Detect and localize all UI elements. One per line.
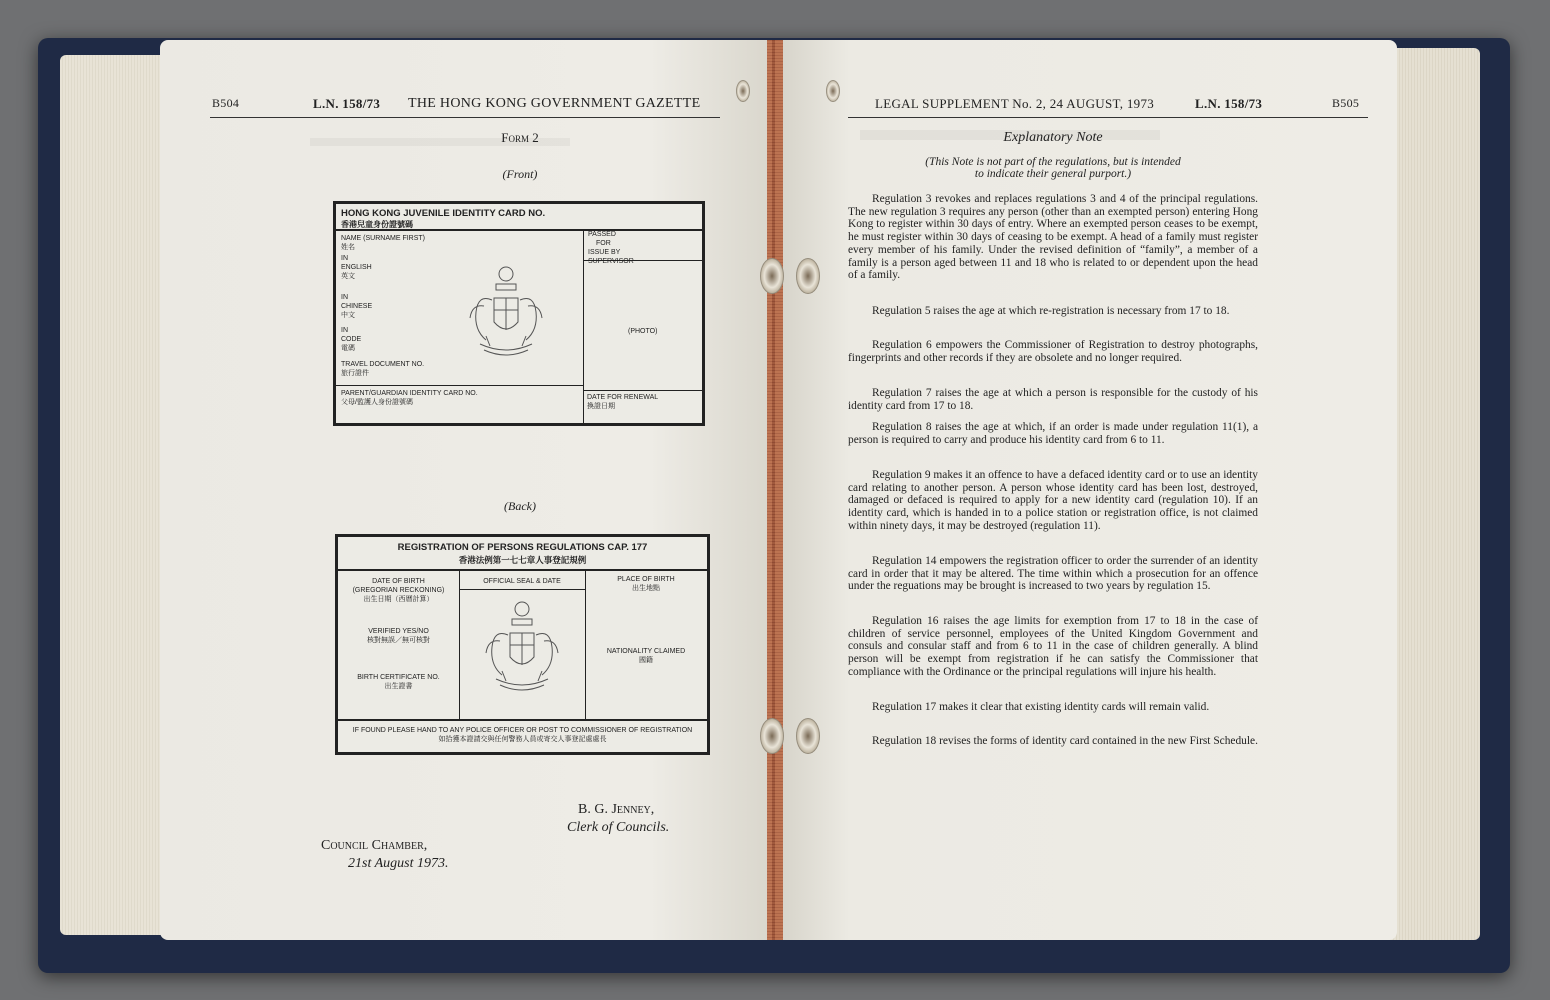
birth-cert-label: BIRTH CERTIFICATE NO. 出生證書	[357, 674, 440, 690]
travel-doc-label: TRAVEL DOCUMENT NO. 旅行證件	[341, 361, 425, 377]
parent-id-label: PARENT/GUARDIAN IDENTITY CARD NO. 父母/監護人身份證號碼	[341, 390, 478, 406]
paragraph-reg-3: Regulation 3 revokes and replaces regulations 3 and 4 of the principal regulations. The new regulation 3 requires any person (other than an exempted person) entering Hong Kong to register within 30 days of entry. Where an exempted person ceases to be exempt, he must register within 30 days of ceasing to be exempt. A head of a family must register every member of his family. Under the revised definition of “family”, a member of a family is a person aged between 11 and 18 who is related to or dependent upon the head of a family.	[848, 193, 1258, 282]
page-number: B504	[212, 96, 240, 110]
page-edges-left	[60, 55, 170, 935]
back-card-title: REGISTRATION OF PERSONS REGULATIONS CAP. 177	[397, 542, 648, 553]
dob-label: DATE OF BIRTH (GREGORIAN RECKONING) 出生日期（西曆計算）	[352, 578, 445, 603]
renewal-label: DATE FOR RENEWAL 換證日期	[587, 394, 659, 410]
right-ln-number-text: L.N. 158/73	[1195, 96, 1263, 111]
header-rule	[210, 117, 720, 118]
back-identity-card	[335, 534, 710, 755]
signatory-name: B. G. Jenney,	[578, 802, 655, 817]
passed-label: PASSED FOR ISSUE BY SUPERVISOR	[588, 231, 634, 265]
right-page-number	[1332, 96, 1359, 111]
back-label: (Back)	[504, 499, 536, 513]
in-english-label: IN ENGLISH 英文	[341, 255, 372, 280]
paragraph-reg-16: Regulation 16 raises the age limits for exemption from 17 to 18 in the case of children of service personnel, employees of the United Kingdom Government and consuls and consular staff and from 6 to 11 in the case of children generally. A blind person will be exempt from registration if he can satisfy the Commissioner that compliance with the Ordinance or the principal regulations will injure his health.	[848, 615, 1258, 678]
paragraph-reg-14: Regulation 14 empowers the registration officer to order the surrender of an identity card in order that it may be altered. The time within which a prosecution for an offence under the reguations may be brought is increased to two years by regulation 15.	[848, 555, 1258, 593]
paragraph-reg-6: Regulation 6 empowers the Commissioner of Registration to destroy photographs, fingerprints and other records if they are obsolete and no longer required.	[848, 339, 1258, 364]
binder-hole	[760, 258, 784, 294]
nationality-label: NATIONALITY CLAIMED 國籍	[606, 648, 686, 664]
gazette-title-text: THE HONG KONG GOVERNMENT GAZETTE	[408, 96, 701, 111]
right-page-number-text: B505	[1332, 96, 1360, 110]
binder-hole	[796, 258, 820, 294]
header-rule	[848, 117, 1368, 118]
front-card-title: HONG KONG JUVENILE IDENTITY CARD NO.	[341, 208, 546, 219]
page-edges-right	[1385, 48, 1480, 940]
pob-label: PLACE OF BIRTH 出生地點	[617, 576, 675, 592]
date: 21st August 1973.	[348, 856, 449, 871]
legal-supplement-text: LEGAL SUPPLEMENT No. 2, 24 AUGUST, 1973	[875, 96, 1155, 111]
ln-number-text: L.N. 158/73	[313, 96, 381, 111]
ln-number	[313, 96, 380, 112]
seal-label: OFFICIAL SEAL & DATE	[483, 578, 561, 585]
signatory-title: Clerk of Councils.	[567, 820, 670, 835]
legal-supplement-header	[875, 96, 1154, 112]
verified-label: VERIFIED YES/NO 核對無誤／無可核對	[367, 628, 430, 644]
place: Council Chamber,	[321, 838, 428, 853]
binder-hole	[736, 80, 750, 102]
right-ln-number	[1195, 96, 1262, 112]
name-label: NAME (SURNAME FIRST) 姓名	[341, 235, 425, 251]
if-found-notice: IF FOUND PLEASE HAND TO ANY POLICE OFFICER OR POST TO COMMISSIONER OF REGISTRATION 如拾獲本證請交與任何警務人員或寄交人事登記處處長	[352, 727, 693, 743]
book-spine	[767, 40, 783, 940]
in-chinese-label: IN CHINESE 中文	[341, 294, 373, 319]
paragraph-reg-7: Regulation 7 raises the age at which a person is responsible for the custody of his identity card from 17 to 18.	[848, 387, 1258, 412]
gazette-title	[408, 96, 700, 112]
paragraph-reg-8: Regulation 8 raises the age at which, if an order is made under regulation 11(1), a person is required to carry and produce his identity card from 6 to 11.	[848, 421, 1258, 446]
note-subtitle-1: (This Note is not part of the regulations, but is intended	[925, 156, 1181, 168]
paragraph-reg-17: Regulation 17 makes it clear that existing identity cards will remain valid.	[872, 701, 1210, 713]
binder-hole	[796, 718, 820, 754]
binder-hole	[826, 80, 840, 102]
front-identity-card	[333, 201, 705, 426]
paragraph-reg-9: Regulation 9 makes it an offence to have a defaced identity card or to use an identity card relating to another person. A person whose identity card has been lost, destroyed, damaged or defaced is required to apply for a new identity card (regulation 10). If an identity card, which is handed in to a police station or registration office, is not claimed within ninety days, it may be destroyed (regulation 11).	[848, 469, 1258, 532]
back-card-title-cn: 香港法例第一七七章人事登記規例	[458, 555, 587, 565]
photo-label: (PHOTO)	[628, 328, 658, 335]
coat-of-arms-icon	[482, 595, 562, 705]
paragraph-reg-18: Regulation 18 revises the forms of identity card contained in the new First Schedule.	[872, 735, 1258, 747]
note-subtitle-2: to indicate their general purport.)	[974, 168, 1132, 180]
binder-hole	[760, 718, 784, 754]
front-card-title-cn: 香港兒童身份證號碼	[341, 220, 413, 229]
note-title: Explanatory Note	[1003, 130, 1103, 145]
front-label: (Front)	[502, 167, 538, 181]
form-title: Form 2	[501, 130, 539, 145]
paragraph-reg-5: Regulation 5 raises the age at which re-registration is necessary from 17 to 18.	[872, 305, 1230, 317]
left-page-header	[212, 96, 239, 111]
in-code-label: IN CODE 電碼	[341, 327, 362, 352]
coat-of-arms-icon	[466, 260, 546, 370]
